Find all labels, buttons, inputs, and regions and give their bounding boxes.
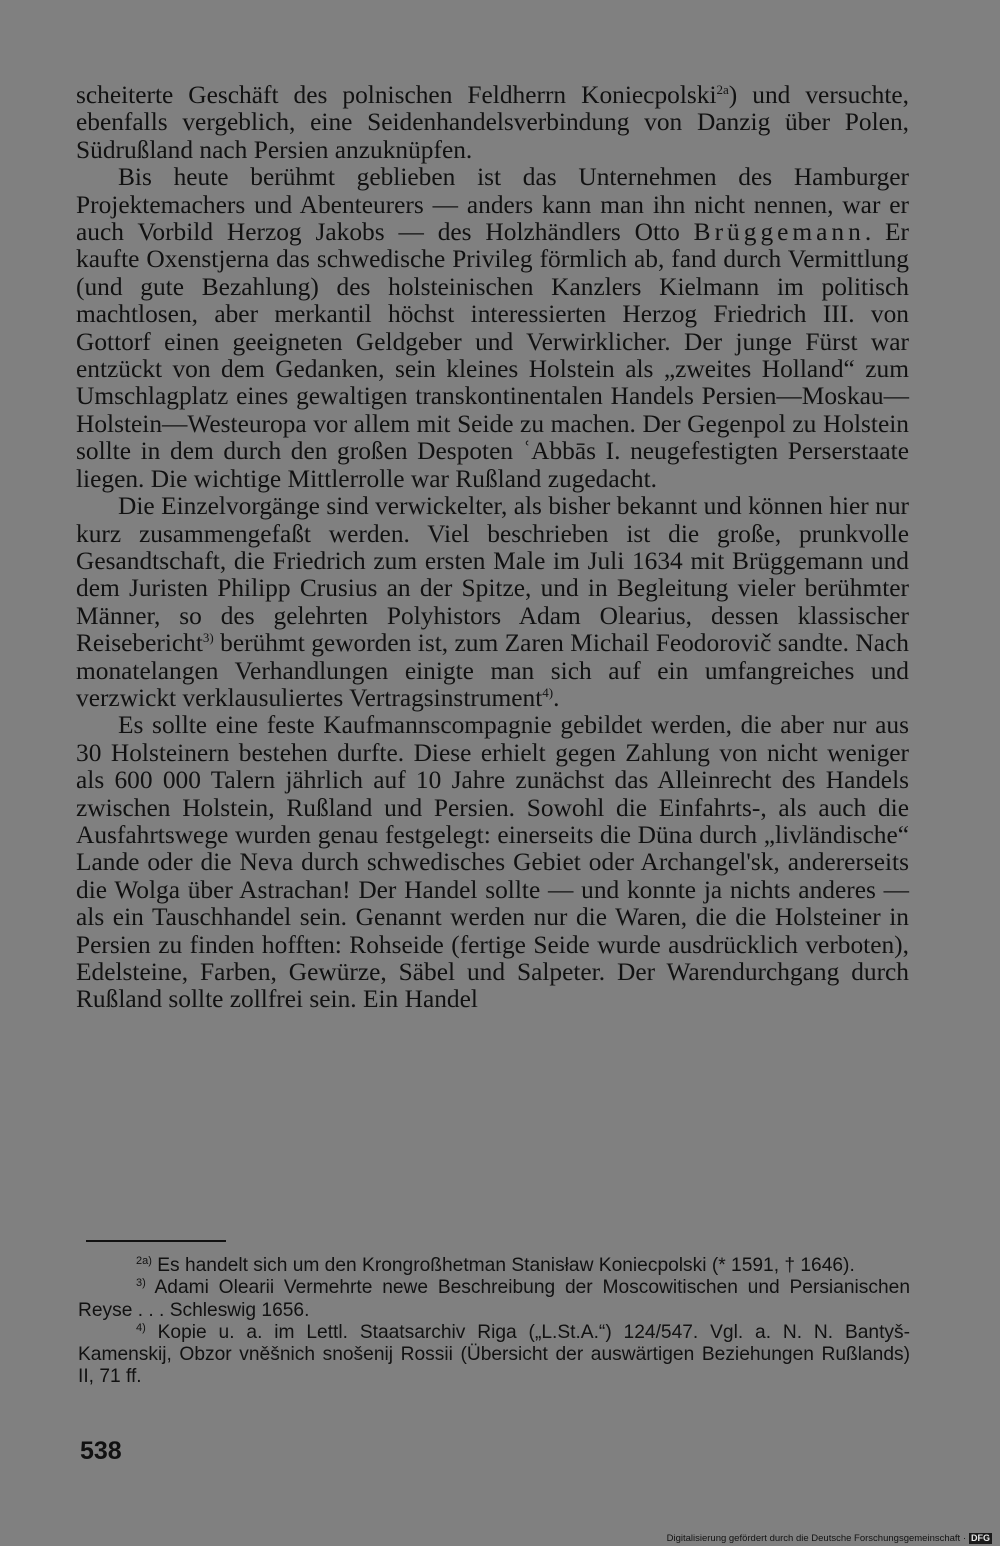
- paragraph-3: [76, 493, 909, 712]
- text-run: Es sollte eine feste Kaufmannscompagnie gebildet werden, die aber nur aus 30 Holsteinern bestehen durfte. Diese erhielt gegen Zahlung von nicht weniger als 600 000 Talern jährlich auf 10 Jahre zunächst das Alleinrecht des Handels zwischen Holstein, Rußland und Persien. Sowohl die Einfahrts-, als auch die Ausfahrtswege wurden genau festgelegt: einerseits die Düna durch „livländische“ Lande oder die Neva durch schwedisches Gebiet oder Archangel'sk, andererseits die Wolga über Astrachan! Der Handel sollte — und konnte ja nichts anderes — als ein Tauschhandel sein. Genannt werden nur die Waren, die die Holsteiner in Persien zu finden hofften: Rohseide (fertige Seide wurde ausdrücklich verboten), Edelsteine, Farben, Gewürze, Säbel und Salpeter. Der Warendurchgang durch Rußland sollte zollfrei sein. Ein Handel: [76, 711, 909, 1014]
- text-run: . Er kaufte Oxenstjerna das schwedische Privileg förmlich ab, fand durch Vermittlung (und gute Bezahlung) des holsteinischen Kanzlers Kielmann im politisch machtlosen, aber merkantil höchst interessierten Herzog Friedrich III. von Gottorf einen geeigneten Geldgeber und Verwirklicher. Der junge Fürst war entzückt von dem Gedanken, sein kleines Holstein als „zweites Holland“ zum Umschlagplatz eines gewaltigen transkontinentalen Handels Persien—Moskau—Holstein—Westeuropa vor allem mit Seide zu machen. Der Gegenpol zu Holstein sollte in dem durch den großen Despoten ʿAbbās I. neugefestigten Perserstaate liegen. Die wichtige Mittlerrolle war Rußland zugedacht.: [76, 218, 909, 493]
- dfg-logo: DFG: [971, 1533, 990, 1543]
- text-run: Bis heute berühmt geblieben ist das Unternehmen des Hamburger Projektemachers und Abenteurers — anders kann man ihn nicht nennen, war er auch Vorbild Herzog Jakobs — des Holzhändlers Otto: [76, 163, 909, 247]
- footnote-ref-3[interactable]: 3): [202, 630, 214, 646]
- digitization-credit: [667, 1532, 992, 1545]
- footnote-ref-2a[interactable]: 2a: [716, 82, 729, 97]
- paragraph-1: [76, 82, 909, 164]
- emphasized-name: Brüggemann: [693, 218, 865, 247]
- footnotes: [78, 1255, 910, 1389]
- footnote-4: [78, 1322, 910, 1389]
- text-run: Die Einzelvorgänge sind verwickelter, als bisher bekannt und können hier nur kurz zusammengefaßt werden. Viel beschrieben ist die große, prunkvolle Gesandtschaft, die Friedrich zum ersten Male im Juli 1634 mit Brüggemann und dem Juristen Philipp Crusius an der Spitze, und in Begleitung vieler berühmter Männer, so des gelehrten Polyhistors Adam Olearius, dessen klassischer Reisebericht: [76, 492, 909, 658]
- text-run: scheiterte Geschäft des polnischen Feldherrn Koniecpolski: [76, 81, 717, 109]
- footnote-divider: [86, 1240, 226, 1242]
- footnote-mark: 2a): [136, 1255, 152, 1267]
- paragraph-2: [76, 164, 909, 493]
- text-run: ) und versuchte, ebenfalls vergeblich, eine Seidenhandelsverbindung von Danzig über Polen, Südrußland nach Persien anzuknüpfen.: [76, 81, 909, 164]
- page-number: 538: [80, 1437, 122, 1465]
- footnote-mark: 3): [136, 1277, 146, 1290]
- text-run: .: [553, 683, 560, 712]
- footnote-text: Es handelt sich um den Krongroßhetman Stanisław Koniecpolski (* 1591, † 1646).: [151, 1255, 855, 1276]
- body-text: [76, 82, 909, 1014]
- footnote-3: [78, 1277, 910, 1322]
- credit-text: Digitalisierung gefördert durch die Deutsche Forschungsgemeinschaft ·: [666, 1533, 966, 1544]
- page-body: [76, 82, 909, 1014]
- footnote-2a: [78, 1255, 910, 1277]
- text-run: berühmt geworden ist, zum Zaren Michail Feodorovič sandte. Nach monatelangen Verhandlungen einigte man sich auf ein umfangreiches und verzwickt verklausuliertes Vertragsinstrument: [76, 629, 909, 712]
- footnote-text: Adami Olearii Vermehrte newe Beschreibung der Moscowitischen und Persianischen Reyse . . . Schleswig 1656.: [78, 1277, 910, 1321]
- footnote-text: Kopie u. a. im Lettl. Staatsarchiv Riga („L.St.A.“) 124/547. Vgl. a. N. N. Bantyš-Kamenskij, Obzor vněšnich snošenij Rossii (Übersicht der auswärtigen Beziehungen Rußlands) II, 71 ff.: [78, 1321, 910, 1388]
- paragraph-4: [76, 712, 909, 1013]
- footnote-mark: 4): [136, 1321, 146, 1334]
- footnote-ref-4[interactable]: 4): [542, 684, 554, 700]
